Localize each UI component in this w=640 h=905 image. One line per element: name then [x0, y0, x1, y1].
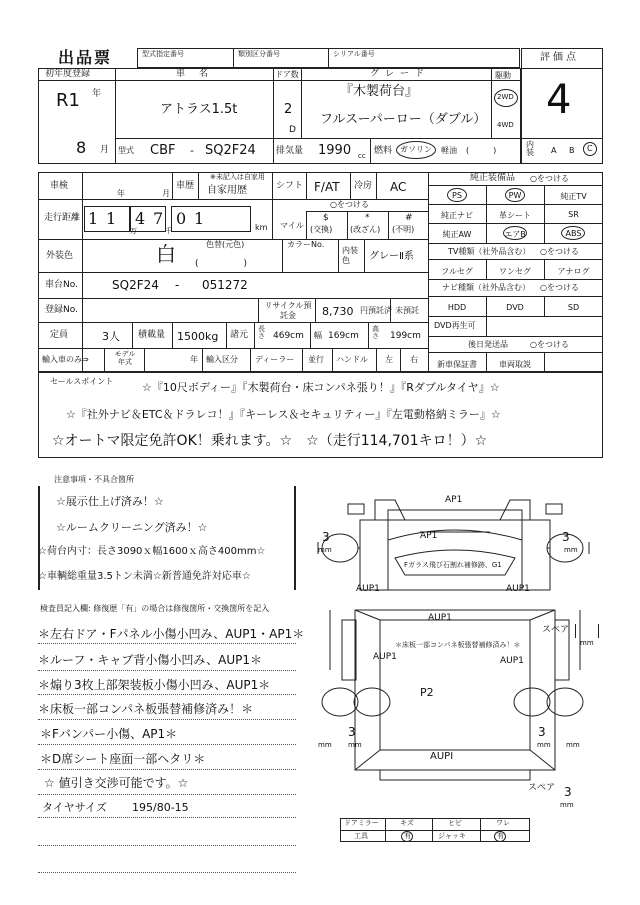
page-title: 出品票: [58, 48, 113, 67]
ac-label: 冷房: [354, 181, 373, 191]
chassis-label: 車台No.: [45, 280, 78, 290]
category-label: 類別区分番号: [238, 50, 280, 58]
mileage-label: 走行距離: [44, 213, 81, 223]
dims-label: 諸元: [230, 330, 249, 340]
tire-rl1-value: 3: [348, 725, 356, 739]
mileage-opt2-symbol: *: [365, 213, 370, 223]
tire-rl1-mm: mm: [348, 741, 362, 749]
legend-break: ワレ: [496, 819, 510, 827]
vehicle-name-label: 車名: [176, 69, 223, 79]
navi-title: ナビ種類（社外品含む）: [442, 283, 530, 292]
legend-tools-value: 有: [404, 832, 411, 840]
recycle-label: リサイクル預託金: [264, 301, 312, 320]
tire-rl2-mm: mm: [318, 741, 332, 749]
equip-ps: PS: [452, 191, 462, 200]
equip-leather: 革シート: [499, 211, 531, 220]
tire-size-label: タイヤサイズ: [42, 801, 107, 814]
tv-analog: アナログ: [557, 267, 590, 276]
type-label: 型式: [118, 146, 134, 155]
legend-scratch: キズ: [400, 819, 414, 827]
mileage-opt3-label: (不明): [392, 225, 415, 234]
tv-title: TV種類（社外品含む）: [448, 247, 531, 256]
docs-title: 後日発送品: [468, 340, 508, 349]
handle-left: 左: [385, 355, 393, 364]
shaken-month-unit: 月: [162, 189, 170, 198]
note-item-4: ☆車輌総重量3.5トン未満☆新普通免許対応車☆: [38, 571, 251, 582]
first-reg-label: 初年度登録: [45, 69, 91, 79]
inspector-item-5: ＊Fバンパー小傷、AP1＊: [40, 727, 178, 741]
diagram-aup1-right: AUP1: [506, 584, 530, 594]
mileage-digit: 1: [106, 209, 117, 228]
interior-label: 内装: [526, 140, 534, 157]
first-reg-month-unit: 月: [100, 145, 110, 155]
equipment-mark-note: ○をつける: [530, 174, 569, 183]
diagram-aup1-side-right: AUP1: [500, 656, 524, 666]
shaken-year-unit: 年: [117, 189, 125, 198]
tire-size-value: 195/80-15: [132, 801, 189, 814]
tire-rr2-mm: mm: [566, 741, 580, 749]
load-value: 1500kg: [177, 330, 219, 343]
exterior-color-label: 外装色: [46, 251, 74, 261]
repaint-paren: ( ): [195, 259, 248, 269]
tv-mark: ○をつける: [540, 247, 579, 256]
repaint-label: 色替(元色): [206, 240, 245, 249]
chassis-dash: -: [175, 278, 180, 292]
tv-fullseg: フルセグ: [441, 267, 473, 276]
recycle-amount: 8,730: [322, 305, 354, 318]
interior-b: B: [569, 146, 575, 155]
shift-value: F/AT: [314, 180, 340, 194]
mileage-digit: 0: [176, 209, 187, 228]
legend-jack: ジャッキ: [438, 832, 466, 840]
ac-value: AC: [390, 180, 407, 194]
spare-label-2: スペア: [528, 783, 556, 793]
diagram-aup1-left: AUP1: [356, 584, 380, 594]
chassis-number: 051272: [202, 278, 248, 292]
interior-color-label: 内装色: [342, 246, 358, 265]
fuel-label: 燃料: [374, 146, 393, 156]
diagram-glass-note: Fガラス飛び石割れ補修跡、G1: [404, 561, 502, 569]
height-value: 199cm: [390, 331, 421, 341]
equip-airbag: エアB: [504, 230, 526, 239]
spare-mm-2: mm: [560, 801, 574, 809]
diagram-ap1-cab: AP1: [420, 531, 438, 541]
diagram-ap1-top: AP1: [445, 495, 463, 505]
type-dash: -: [190, 144, 194, 157]
mileage-digit: 1: [88, 209, 99, 228]
navi-mark: ○をつける: [540, 283, 579, 292]
diagram-bed-note: ＊床板一部コンパネ板張替補修済み！＊: [395, 641, 521, 649]
history-value: 自家用歴: [207, 185, 247, 196]
rating-value: 4: [546, 77, 572, 123]
mileage-unit-man: 万: [130, 227, 137, 235]
inspector-item-6: ＊D席シート座面一部ヘタリ＊: [40, 752, 206, 766]
inspector-item-2: ＊ルーフ・キャブ背小傷小凹み、AUP1＊: [38, 653, 262, 667]
spare-mm-1: mm: [580, 639, 594, 647]
interior-c: C: [587, 144, 593, 153]
inspector-item-1: ＊左右ドア・Fパネル小傷小凹み、AUP1・AP1＊: [38, 627, 305, 641]
displacement-label: 排気量: [276, 146, 304, 156]
tire-fl-mm: mm: [318, 546, 332, 554]
length-value: 469cm: [273, 331, 304, 341]
navi-hdd: HDD: [447, 303, 467, 312]
tv-oneseg: ワンセグ: [499, 267, 531, 276]
model-designation-label: 型式指定番号: [142, 50, 184, 58]
equip-tv: 純正TV: [560, 192, 587, 201]
drive-label: 駆動: [495, 71, 511, 80]
vehicle-name: アトラス1.5t: [160, 102, 238, 117]
doors-value: 2: [284, 102, 293, 117]
mileage-opt3-symbol: #: [405, 213, 413, 223]
dvd-label: DVD再生可: [434, 321, 476, 330]
grade-label: グレード: [370, 69, 431, 79]
grade-line2: フルスーパーロー（ダブル）: [320, 112, 487, 127]
import-label: 輸入車のみ⇒: [42, 355, 89, 364]
note-item-2: ☆ルームクリーニング済み！☆: [56, 521, 208, 534]
recycle-unit: 円預託済: [360, 306, 392, 315]
color-no-label: カラーNo.: [287, 240, 325, 249]
legend-jack-value: 有: [497, 832, 504, 840]
first-reg-era: R1: [56, 90, 80, 111]
legend-mirror: ドアミラー: [344, 819, 379, 827]
equip-abs: ABS: [565, 229, 582, 238]
navi-dvd: DVD: [506, 303, 524, 312]
equip-sr: SR: [568, 210, 579, 219]
inspector-item-7: ☆ 値引き交渉可能です。☆: [44, 776, 189, 790]
mileage-digit: 4: [135, 209, 146, 228]
mileage-opt1-symbol: $: [323, 213, 329, 223]
sales-points-label: セールスポイント: [50, 377, 114, 386]
inspector-item-3: ＊煽り3枚上部架装板小傷小凹み、AUP1＊: [38, 678, 271, 692]
notes-label: 注意事項・不具合箇所: [54, 475, 134, 484]
diagram-aup1-center: AUP1: [428, 613, 452, 623]
first-reg-month: 8: [76, 138, 87, 157]
spare-value-2: 3: [564, 785, 572, 799]
inspector-label: 検査員記入欄: 修復歴「有」の場合は修復箇所・交換箇所を記入: [40, 604, 270, 613]
fuel-paren: ( ): [466, 146, 497, 155]
reg-no-label: 登録No.: [45, 305, 78, 315]
type-prefix: CBF: [150, 143, 176, 158]
exterior-color-value: 白: [156, 242, 176, 266]
mileage-opt1-label: (交換): [310, 225, 333, 234]
sales-point-line1: ☆『10尺ボディー』『木製荷台・床コンパネ張り！』『Rダブルタイヤ』☆: [142, 381, 500, 394]
mileage-opt2-label: (改ざん): [350, 225, 381, 234]
mileage-unit-km: km: [255, 223, 268, 232]
diagram-p2: P2: [420, 686, 434, 699]
load-label: 積載量: [138, 330, 166, 340]
docs-warranty: 新車保証書: [437, 360, 477, 369]
doors-label: ドア数: [275, 70, 299, 79]
equip-pw: PW: [508, 191, 522, 200]
capacity-value: 3人: [102, 330, 120, 343]
sales-point-line3: ☆オートマ限定免許OK！乗れます。☆ ☆（走行114,701キロ！）☆: [52, 433, 488, 449]
history-note: ※未記入は自家用: [210, 173, 265, 181]
diagram-aupi-bottom: AUPI: [430, 751, 454, 762]
tire-fr-value: 3: [562, 530, 570, 544]
drive-4wd: 4WD: [497, 121, 514, 129]
height-label: 高さ: [372, 325, 379, 340]
rating-label: 評価点: [540, 52, 579, 63]
legend-crack: ヒビ: [448, 819, 462, 827]
history-label: 車歴: [176, 181, 195, 191]
shift-label: シフト: [276, 181, 304, 191]
grade-line1: 『木製荷台』: [340, 84, 419, 99]
sales-point-line2: ☆『社外ナビ＆ETC＆ドラレコ！』『キーレス＆セキュリティー』『左電動格納ミラー』☆: [66, 408, 501, 421]
serial-label: シリアル番号: [333, 50, 375, 58]
mileage-unit-sen: 千: [165, 227, 172, 235]
drive-2wd: 2WD: [497, 93, 514, 101]
equip-aw: 純正AW: [442, 230, 472, 239]
docs-manual: 車両取説: [499, 360, 531, 369]
import-category-label: 輸入区分: [206, 355, 238, 364]
shaken-label: 車検: [50, 181, 69, 191]
tire-fl-value: 3: [322, 530, 330, 544]
displacement-unit: cc: [358, 152, 366, 160]
type-code: SQ2F24: [205, 143, 256, 158]
spare-bracket-1: [575, 624, 599, 638]
interior-color-value: グレーⅡ系: [369, 251, 414, 262]
inspector-item-4: ＊床板一部コンパネ板張替補修済み！＊: [38, 702, 254, 716]
note-item-3: ☆荷台内寸：長さ3090ｘ幅1600ｘ高さ400mm☆: [38, 546, 266, 557]
navi-sd: SD: [567, 303, 580, 312]
mileage-digit: 1: [194, 209, 205, 228]
import-model-year-label: モデル年式: [114, 350, 136, 367]
recycle-status: 未預託: [395, 306, 419, 315]
width-label: 幅: [314, 331, 322, 340]
mileage-digit: 7: [153, 209, 164, 228]
diagram-aup1-side-left: AUP1: [373, 652, 397, 662]
import-dealer: ディーラー: [255, 355, 295, 364]
equipment-title: 純正装備品: [470, 173, 516, 183]
tire-rr1-mm: mm: [537, 741, 551, 749]
first-reg-year-unit: 年: [92, 89, 102, 99]
fuel-diesel: 軽油: [441, 146, 457, 155]
spare-label-1: スペア: [542, 625, 570, 635]
note-item-1: ☆展示仕上げ済み！☆: [56, 495, 164, 508]
capacity-label: 定員: [50, 330, 69, 340]
mile-label: マイル: [280, 221, 304, 230]
chassis-model: SQ2F24: [112, 278, 159, 292]
tire-rr1-value: 3: [538, 725, 546, 739]
docs-mark: ○をつける: [530, 340, 569, 349]
import-parallel: 並行: [308, 355, 324, 364]
width-value: 169cm: [328, 331, 359, 341]
door-type: D: [289, 125, 296, 135]
displacement-value: 1990: [318, 143, 352, 158]
handle-label: ハンドル: [336, 355, 368, 364]
fuel-gasoline: ガソリン: [400, 145, 432, 154]
legend-tools: 工具: [354, 832, 368, 840]
equip-navi: 純正ナビ: [441, 211, 473, 220]
import-year-unit: 年: [190, 355, 198, 364]
mileage-mark-note: ○をつける: [330, 200, 369, 209]
handle-right: 右: [410, 355, 418, 364]
interior-a: A: [551, 146, 557, 155]
tire-fr-mm: mm: [564, 546, 578, 554]
length-label: 長さ: [258, 325, 265, 340]
